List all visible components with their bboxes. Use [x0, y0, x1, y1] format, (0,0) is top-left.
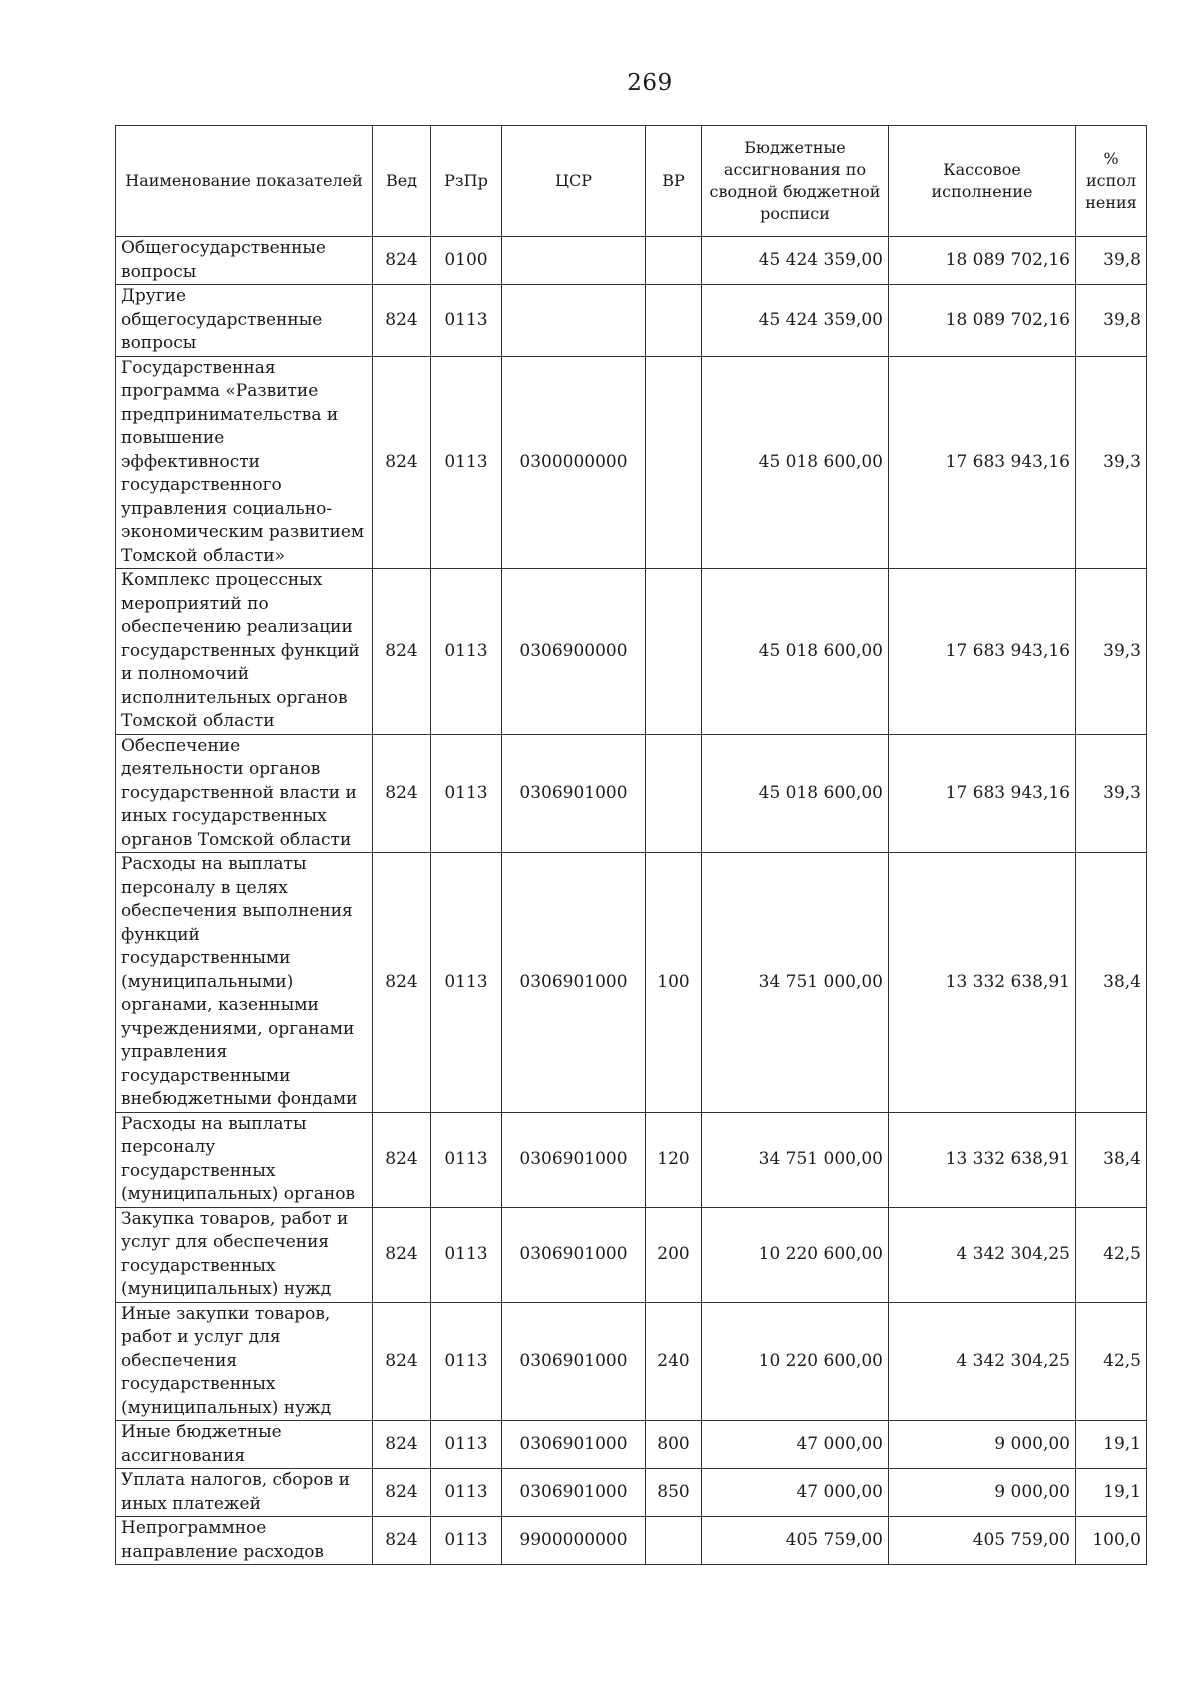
table-header-row [116, 126, 1147, 237]
cell-cash: 17 683 943,16 [889, 569, 1076, 735]
cell-name: Комплекс процессных мероприятий по обеспечению реализации государственных функций и полномочий исполнительных органов Томской области [116, 569, 373, 735]
cell-name: Непрограммное направление расходов [116, 1517, 373, 1565]
header-ved: Вед [373, 126, 431, 237]
cell-percent: 19,1 [1076, 1469, 1147, 1517]
cell-ved: 824 [373, 734, 431, 853]
header-csr: ЦСР [502, 126, 646, 237]
cell-percent: 100,0 [1076, 1517, 1147, 1565]
cell-csr: 0306901000 [502, 1302, 646, 1421]
cell-csr: 0306900000 [502, 569, 646, 735]
cell-percent: 38,4 [1076, 1112, 1147, 1207]
table-row [116, 356, 1147, 569]
cell-name: Уплата налогов, сборов и иных платежей [116, 1469, 373, 1517]
table-row [116, 734, 1147, 853]
cell-csr: 0300000000 [502, 356, 646, 569]
cell-budget: 45 018 600,00 [702, 734, 889, 853]
cell-csr: 9900000000 [502, 1517, 646, 1565]
cell-vr [646, 356, 702, 569]
cell-rzpr: 0113 [431, 356, 502, 569]
cell-percent: 39,8 [1076, 285, 1147, 357]
cell-rzpr: 0113 [431, 285, 502, 357]
cell-rzpr: 0113 [431, 1112, 502, 1207]
cell-vr [646, 734, 702, 853]
cell-cash: 13 332 638,91 [889, 853, 1076, 1113]
cell-cash: 4 342 304,25 [889, 1207, 1076, 1302]
header-budget: Бюджетные ассигнования по сводной бюджетной росписи [702, 126, 889, 237]
cell-name: Расходы на выплаты персоналу в целях обеспечения выполнения функций государственными (муниципальными) органами, казенными учреждениями, органами управления государственными внебюджетными фондами [116, 853, 373, 1113]
cell-name: Государственная программа «Развитие предпринимательства и повышение эффективности государственного управления социально-экономическим развитием Томской области» [116, 356, 373, 569]
budget-execution-table [115, 125, 1147, 1565]
cell-vr: 240 [646, 1302, 702, 1421]
page-number: 269 [627, 70, 673, 96]
cell-cash: 18 089 702,16 [889, 285, 1076, 357]
cell-cash: 17 683 943,16 [889, 356, 1076, 569]
cell-budget: 34 751 000,00 [702, 1112, 889, 1207]
cell-rzpr: 0113 [431, 569, 502, 735]
cell-rzpr: 0113 [431, 1421, 502, 1469]
cell-rzpr: 0113 [431, 1207, 502, 1302]
table-row [116, 1207, 1147, 1302]
cell-budget: 47 000,00 [702, 1469, 889, 1517]
cell-name: Иные бюджетные ассигнования [116, 1421, 373, 1469]
cell-ved: 824 [373, 569, 431, 735]
cell-ved: 824 [373, 285, 431, 357]
cell-name: Общегосударственные вопросы [116, 237, 373, 285]
cell-name: Иные закупки товаров, работ и услуг для обеспечения государственных (муниципальных) нужд [116, 1302, 373, 1421]
cell-percent: 39,8 [1076, 237, 1147, 285]
cell-ved: 824 [373, 356, 431, 569]
table-row [116, 1469, 1147, 1517]
cell-percent: 42,5 [1076, 1207, 1147, 1302]
cell-cash: 18 089 702,16 [889, 237, 1076, 285]
cell-budget: 45 018 600,00 [702, 569, 889, 735]
cell-ved: 824 [373, 1469, 431, 1517]
cell-ved: 824 [373, 1207, 431, 1302]
table-row [116, 1302, 1147, 1421]
cell-vr [646, 285, 702, 357]
cell-csr: 0306901000 [502, 734, 646, 853]
cell-vr: 100 [646, 853, 702, 1113]
header-rzpr: РзПр [431, 126, 502, 237]
cell-rzpr: 0100 [431, 237, 502, 285]
cell-cash: 4 342 304,25 [889, 1302, 1076, 1421]
cell-budget: 34 751 000,00 [702, 853, 889, 1113]
cell-budget: 10 220 600,00 [702, 1302, 889, 1421]
cell-budget: 45 018 600,00 [702, 356, 889, 569]
cell-percent: 39,3 [1076, 569, 1147, 735]
cell-vr [646, 569, 702, 735]
cell-budget: 45 424 359,00 [702, 285, 889, 357]
cell-vr: 850 [646, 1469, 702, 1517]
cell-percent: 39,3 [1076, 356, 1147, 569]
cell-rzpr: 0113 [431, 853, 502, 1113]
header-cash: Кассовое исполнение [889, 126, 1076, 237]
cell-name: Обеспечение деятельности органов государственной власти и иных государственных органов Томской области [116, 734, 373, 853]
table-row [116, 1421, 1147, 1469]
header-vr: ВР [646, 126, 702, 237]
cell-ved: 824 [373, 1302, 431, 1421]
cell-vr: 120 [646, 1112, 702, 1207]
cell-percent: 19,1 [1076, 1421, 1147, 1469]
table-row [116, 1517, 1147, 1565]
cell-cash: 17 683 943,16 [889, 734, 1076, 853]
cell-ved: 824 [373, 853, 431, 1113]
cell-percent: 42,5 [1076, 1302, 1147, 1421]
header-percent: % испол нения [1076, 126, 1147, 237]
cell-ved: 824 [373, 1421, 431, 1469]
table-row [116, 853, 1147, 1113]
cell-cash: 13 332 638,91 [889, 1112, 1076, 1207]
cell-ved: 824 [373, 237, 431, 285]
cell-budget: 10 220 600,00 [702, 1207, 889, 1302]
cell-percent: 38,4 [1076, 853, 1147, 1113]
cell-csr: 0306901000 [502, 1207, 646, 1302]
table-row [116, 1112, 1147, 1207]
cell-name: Закупка товаров, работ и услуг для обеспечения государственных (муниципальных) нужд [116, 1207, 373, 1302]
cell-vr: 200 [646, 1207, 702, 1302]
cell-name: Другие общегосударственные вопросы [116, 285, 373, 357]
cell-vr: 800 [646, 1421, 702, 1469]
cell-budget: 47 000,00 [702, 1421, 889, 1469]
cell-csr [502, 285, 646, 357]
cell-vr [646, 237, 702, 285]
cell-vr [646, 1517, 702, 1565]
cell-csr: 0306901000 [502, 1469, 646, 1517]
cell-rzpr: 0113 [431, 734, 502, 853]
cell-name: Расходы на выплаты персоналу государственных (муниципальных) органов [116, 1112, 373, 1207]
cell-ved: 824 [373, 1517, 431, 1565]
table-row [116, 237, 1147, 285]
table-row [116, 569, 1147, 735]
cell-rzpr: 0113 [431, 1517, 502, 1565]
cell-rzpr: 0113 [431, 1469, 502, 1517]
cell-csr [502, 237, 646, 285]
cell-budget: 405 759,00 [702, 1517, 889, 1565]
header-name: Наименование показателей [116, 126, 373, 237]
cell-rzpr: 0113 [431, 1302, 502, 1421]
cell-csr: 0306901000 [502, 853, 646, 1113]
cell-ved: 824 [373, 1112, 431, 1207]
cell-cash: 9 000,00 [889, 1421, 1076, 1469]
cell-cash: 405 759,00 [889, 1517, 1076, 1565]
cell-csr: 0306901000 [502, 1421, 646, 1469]
cell-csr: 0306901000 [502, 1112, 646, 1207]
table-row [116, 285, 1147, 357]
cell-cash: 9 000,00 [889, 1469, 1076, 1517]
cell-budget: 45 424 359,00 [702, 237, 889, 285]
table-body [116, 237, 1147, 1565]
cell-percent: 39,3 [1076, 734, 1147, 853]
